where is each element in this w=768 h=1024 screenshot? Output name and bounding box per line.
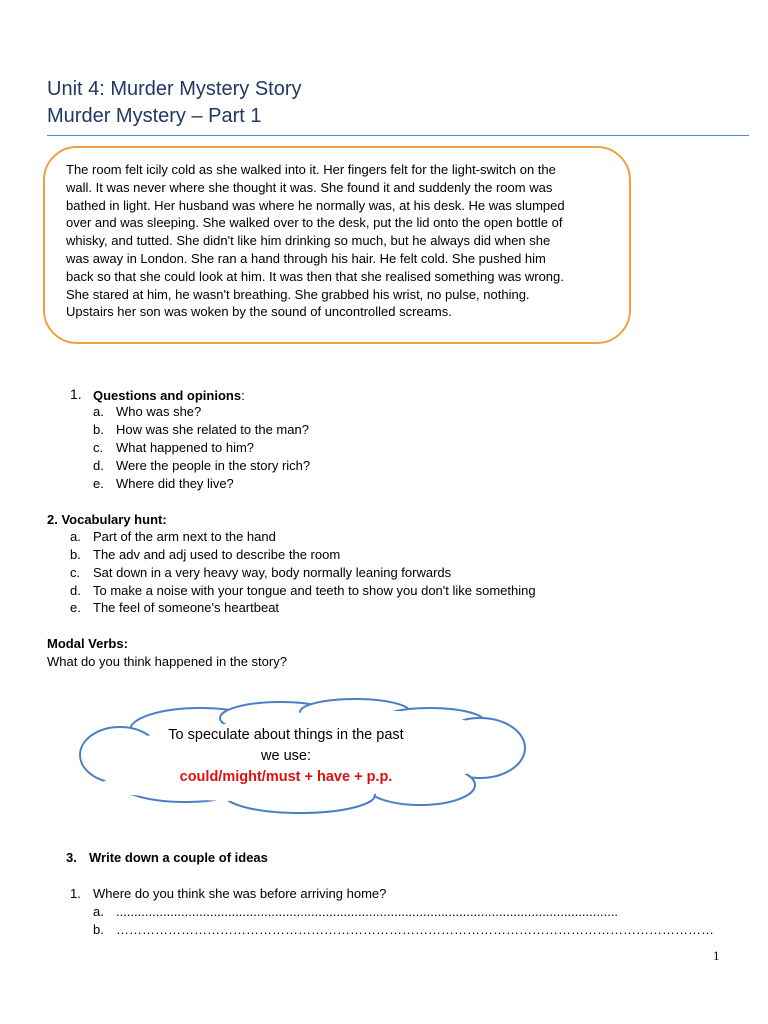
story-line: Upstairs her son was woken by the sound of uncontrolled screams. <box>66 304 452 319</box>
page-subtitle: Murder Mystery – Part 1 <box>47 105 262 127</box>
story-line: whisky, and tutted. She didn't like him drinking so much, but he always did when she <box>66 233 551 248</box>
story-line: over and was sleeping. She walked over to the desk, put the lid onto the open bottle of <box>66 215 563 230</box>
list-item: Where did they live? <box>116 476 234 491</box>
list-item: What happened to him? <box>116 440 255 455</box>
answer-line[interactable]: ........................................................................................................................................... <box>116 904 619 919</box>
list-item-letter: d. <box>93 458 104 473</box>
section1-heading-colon: : <box>241 388 245 403</box>
list-item-letter: a. <box>70 529 81 544</box>
question-text: Where do you think she was before arriving home? <box>93 886 387 901</box>
page-number: 1 <box>713 948 720 963</box>
story-line: was away in London. She ran a hand through his hair. He felt cold. She pushed him <box>66 251 546 266</box>
answer-line[interactable]: ………………………………………………………………………………………………………………………… <box>116 922 714 937</box>
list-item: Part of the arm next to the hand <box>93 529 276 544</box>
story-line: She stared at him, he wasn't breathing. She grabbed his wrist, no pulse, nothing. <box>66 287 530 302</box>
question-number: 1. <box>70 886 81 901</box>
list-item: Were the people in the story rich? <box>116 458 311 473</box>
cloud-formula: could/might/must + have + p.p. <box>179 769 393 785</box>
section2-heading: 2. Vocabulary hunt: <box>47 512 167 527</box>
page-title: Unit 4: Murder Mystery Story <box>47 78 302 100</box>
answer-letter: b. <box>93 922 104 937</box>
story-line: wall. It was never where she thought it was. She found it and suddenly the room was <box>66 180 553 195</box>
list-item: How was she related to the man? <box>116 422 309 437</box>
list-item-letter: b. <box>93 422 104 437</box>
list-item-letter: e. <box>70 600 81 615</box>
section1-number: 1. <box>70 386 82 402</box>
list-item: Sat down in a very heavy way, body normally leaning forwards <box>93 565 452 580</box>
list-item-letter: c. <box>93 440 104 455</box>
answer-letter: a. <box>93 904 104 919</box>
section3-heading: Write down a couple of ideas <box>89 850 268 865</box>
modal-verbs-question: What do you think happened in the story? <box>47 654 287 669</box>
list-item: The feel of someone's heartbeat <box>93 600 280 615</box>
list-item-letter: c. <box>70 565 81 580</box>
list-item: Who was she? <box>116 404 202 419</box>
section1-heading-text: Questions and opinions <box>93 388 242 403</box>
list-item-letter: a. <box>93 404 104 419</box>
list-item-letter: d. <box>70 583 81 598</box>
cloud-line-1: To speculate about things in the past <box>168 727 404 743</box>
list-item-letter: e. <box>93 476 104 491</box>
list-item-letter: b. <box>70 547 81 562</box>
cloud-line-2: we use: <box>261 748 311 764</box>
story-line: bathed in light. Her husband was where he normally was, at his desk. He was slumped <box>66 198 565 213</box>
story-line: back so that she could look at him. It was then that she realised something was wrong. <box>66 269 564 284</box>
section3-number: 3. <box>66 850 77 865</box>
modal-verbs-heading: Modal Verbs: <box>47 636 128 651</box>
list-item: To make a noise with your tongue and teeth to show you don't like something <box>93 583 536 598</box>
list-item: The adv and adj used to describe the room <box>93 547 341 562</box>
story-line: The room felt icily cold as she walked into it. Her fingers felt for the light-switch on the <box>66 162 556 177</box>
